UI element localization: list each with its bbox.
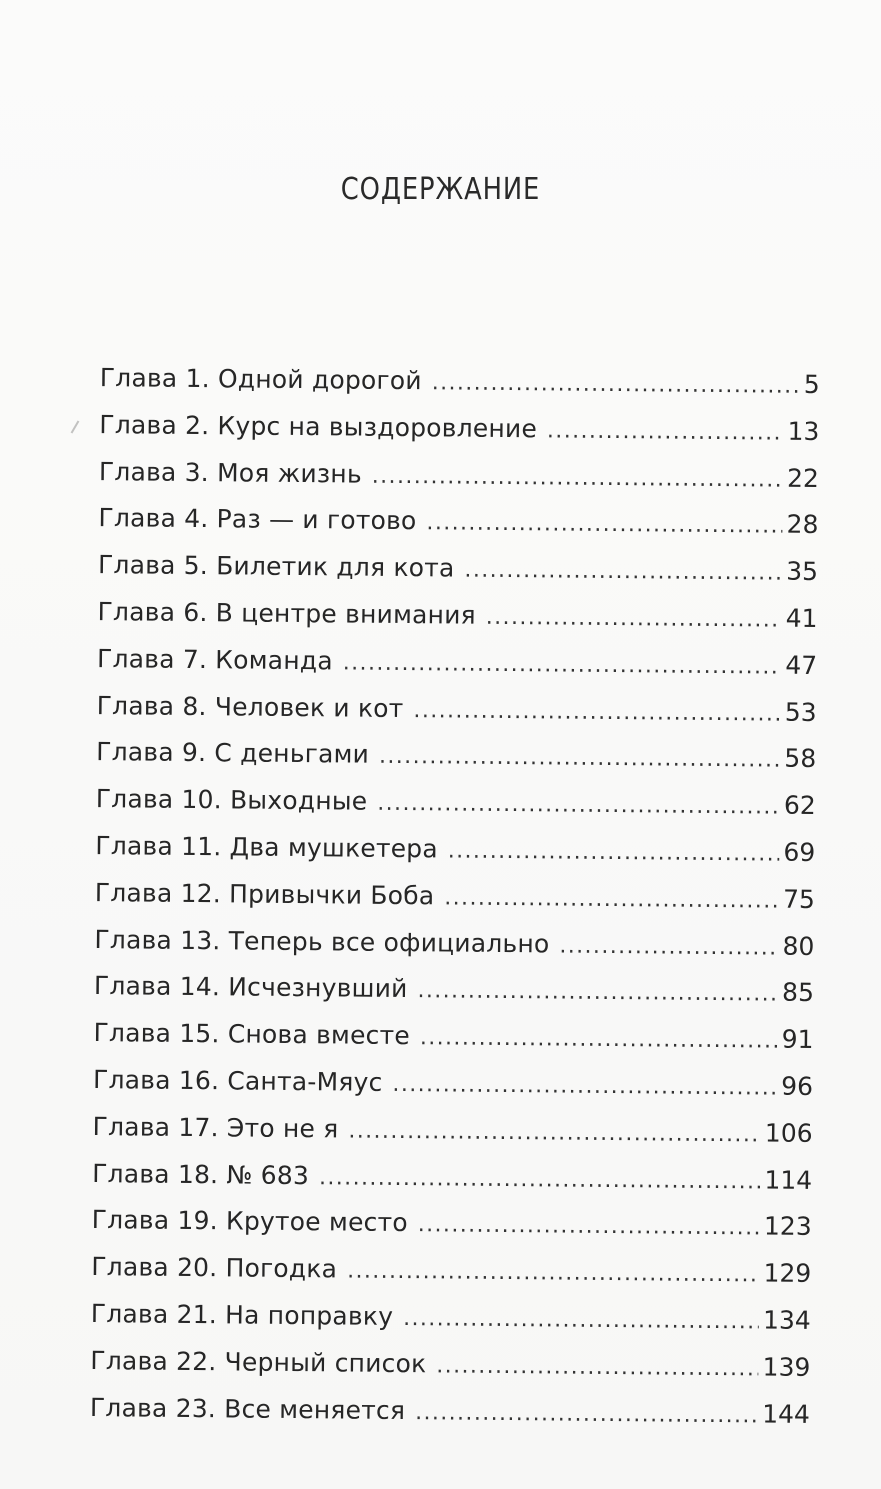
toc-entry-label: Глава 7. Команда	[96, 643, 333, 676]
toc-entry-label: Глава 19. Крутое место	[91, 1205, 408, 1238]
toc-entry	[97, 636, 817, 690]
dot-leader	[417, 969, 778, 1019]
toc-entry-page: 139	[762, 1352, 811, 1382]
toc-entry	[92, 1151, 812, 1205]
toc-entry	[92, 1104, 812, 1158]
toc-entry-label: Глава 5. Билетик для кота	[97, 550, 455, 583]
toc-entry	[100, 355, 820, 409]
page-title: СОДЕРЖАНИЕ	[340, 172, 541, 207]
toc-entry-label: Глава 8. Человек и кот	[96, 690, 404, 723]
toc-entry-page: 85	[781, 978, 815, 1008]
toc-entry-page: 62	[783, 790, 816, 821]
toc-entry	[93, 1057, 813, 1111]
dot-leader	[413, 688, 781, 738]
toc-entry-page: 123	[763, 1211, 812, 1242]
toc-entry-label: Глава 11. Два мушкетера	[95, 831, 438, 864]
toc-entry-label: Глава 9. С деньгами	[96, 737, 370, 770]
dot-leader	[372, 453, 784, 504]
toc-entry	[93, 1010, 813, 1064]
toc-entry	[95, 870, 815, 924]
dot-leader	[403, 1296, 759, 1346]
dot-leader	[415, 1390, 758, 1440]
table-of-contents	[90, 355, 820, 1442]
dot-leader	[420, 1015, 778, 1065]
toc-entry-label: Глава 22. Черный список	[90, 1345, 427, 1379]
dot-leader	[418, 1203, 761, 1253]
toc-entry-page: 41	[785, 603, 818, 633]
toc-entry	[98, 542, 818, 596]
toc-entry-page: 5	[803, 369, 820, 399]
toc-entry-page: 28	[786, 510, 819, 540]
toc-entry-page: 75	[782, 884, 815, 914]
toc-entry-label: Глава 1. Одной дорогой	[99, 363, 422, 396]
toc-entry	[91, 1197, 811, 1251]
dot-leader	[426, 501, 783, 551]
toc-entry	[91, 1244, 811, 1298]
toc-entry	[99, 449, 819, 503]
toc-entry-label: Глава 12. Привычки Боба	[94, 877, 435, 911]
dot-leader	[559, 923, 779, 972]
toc-entry-page: 80	[782, 931, 815, 961]
toc-entry	[91, 1291, 811, 1345]
toc-entry-label: Глава 16. Санта-Мяус	[92, 1065, 383, 1097]
dot-leader	[448, 828, 780, 878]
dot-leader	[436, 1343, 759, 1393]
dot-leader	[444, 875, 779, 925]
toc-entry	[94, 963, 814, 1017]
toc-entry	[96, 776, 816, 830]
toc-entry-page: 22	[786, 463, 820, 493]
toc-entry-label: Глава 21. На поправку	[90, 1298, 394, 1331]
toc-entry-page: 69	[783, 837, 816, 867]
toc-entry-label: Глава 10. Выходные	[95, 784, 368, 816]
toc-entry-label: Глава 15. Снова вместе	[93, 1018, 411, 1051]
toc-entry-page: 96	[781, 1071, 814, 1101]
toc-entry-page: 129	[763, 1258, 812, 1289]
dot-leader	[464, 548, 782, 598]
toc-entry	[97, 589, 817, 643]
toc-entry	[96, 683, 816, 737]
toc-entry	[90, 1385, 810, 1439]
toc-entry-page: 53	[784, 697, 817, 727]
toc-entry	[98, 495, 818, 549]
dot-leader	[347, 1249, 760, 1300]
toc-entry	[90, 1338, 810, 1392]
toc-entry	[94, 917, 814, 971]
dot-leader	[392, 1062, 777, 1112]
toc-entry-page: 91	[781, 1024, 814, 1055]
toc-entry-label: Глава 2. Курс на выздоровление	[99, 409, 538, 444]
toc-entry-label: Глава 17. Это не я	[92, 1111, 339, 1144]
toc-entry-page: 47	[785, 650, 818, 680]
toc-entry-label: Глава 13. Теперь все официально	[94, 924, 550, 958]
toc-entry	[99, 402, 819, 456]
toc-entry-label: Глава 23. Все меняется	[89, 1392, 406, 1425]
dot-leader	[379, 734, 781, 785]
toc-entry-page: 144	[762, 1399, 811, 1429]
toc-entry-label: Глава 3. Моя жизнь	[98, 456, 362, 489]
dot-leader	[486, 595, 782, 645]
dot-leader	[319, 1155, 761, 1206]
toc-entry-label: Глава 14. Исчезнувший	[93, 971, 408, 1004]
dot-leader	[343, 640, 782, 691]
toc-entry-page: 106	[764, 1118, 813, 1148]
toc-entry-page: 58	[784, 744, 817, 774]
pencil-mark	[71, 420, 80, 433]
toc-entry-page: 134	[762, 1305, 811, 1335]
toc-entry-page: 13	[787, 416, 820, 446]
toc-entry	[96, 729, 816, 783]
toc-entry-page: 114	[764, 1165, 813, 1195]
dot-leader	[377, 781, 780, 832]
dot-leader	[547, 408, 784, 457]
toc-entry-label: Глава 18. № 683	[92, 1158, 310, 1190]
dot-leader	[348, 1108, 761, 1159]
toc-entry-label: Глава 4. Раз — и готово	[98, 503, 417, 536]
dot-leader	[432, 360, 801, 410]
toc-entry	[95, 823, 815, 877]
toc-entry-page: 35	[786, 556, 819, 587]
toc-entry-label: Глава 6. В центре внимания	[97, 597, 476, 630]
toc-entry-label: Глава 20. Погодка	[91, 1252, 338, 1284]
